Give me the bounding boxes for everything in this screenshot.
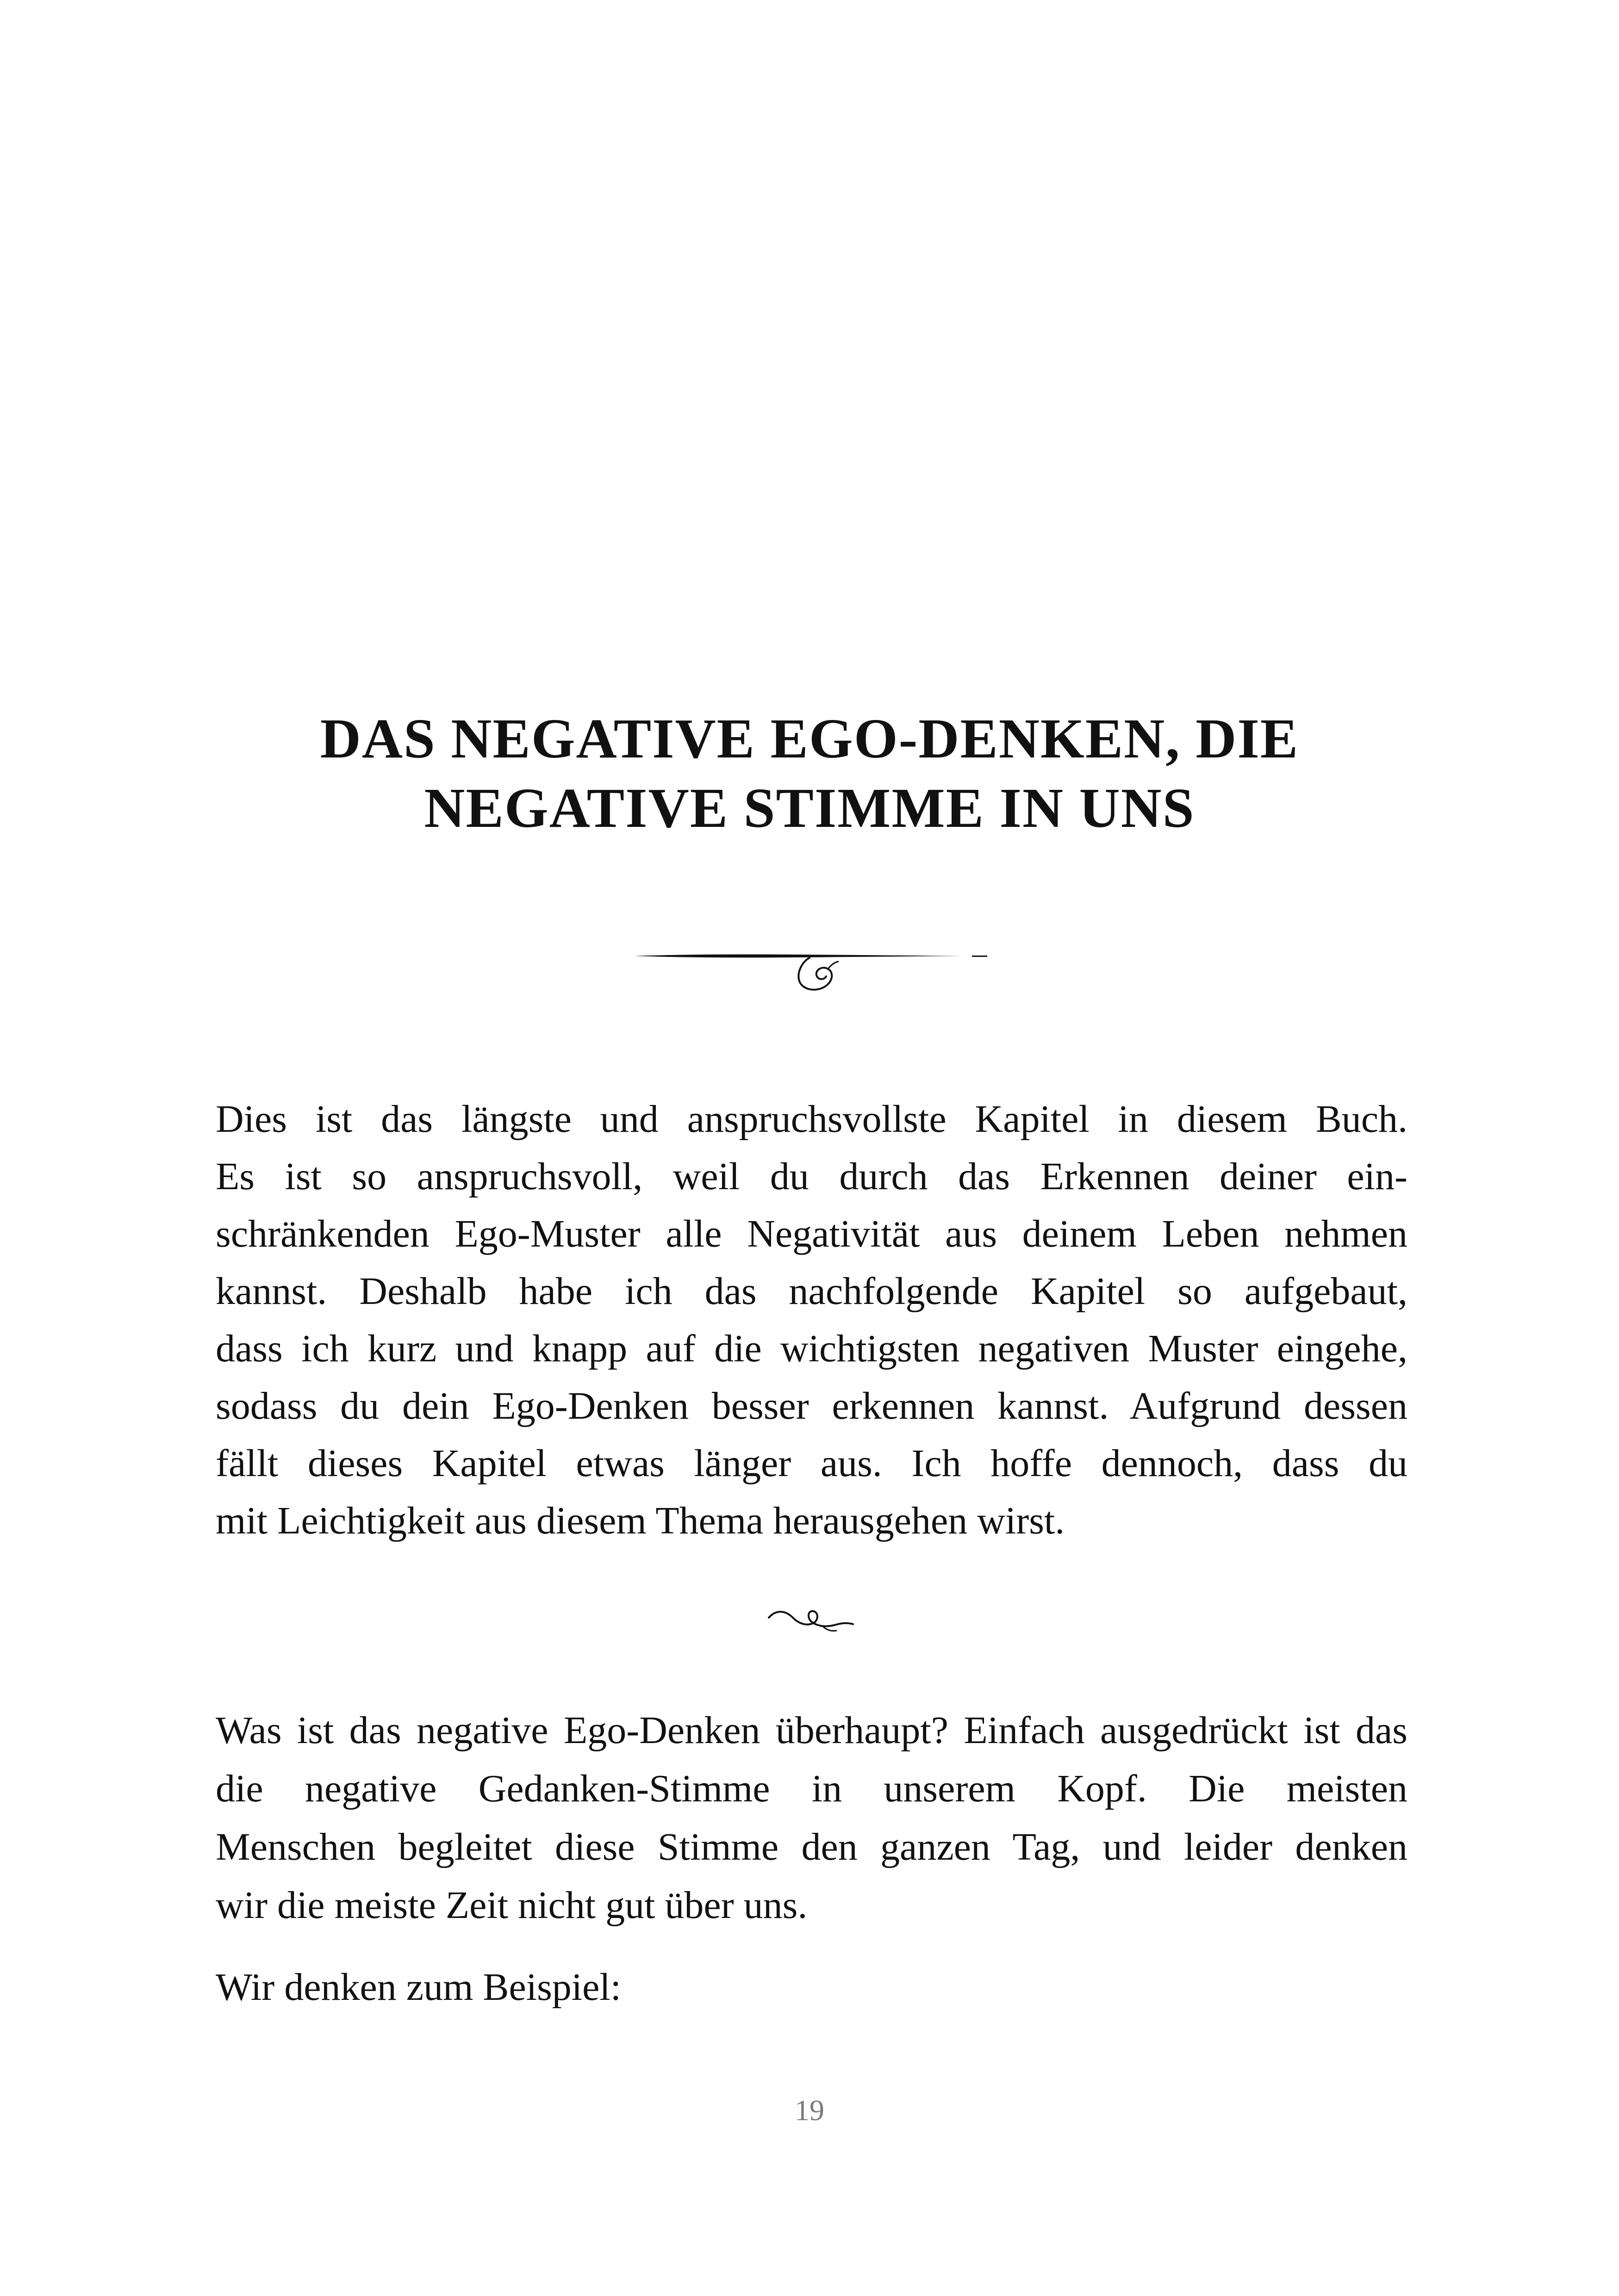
chapter-title: [0, 704, 1619, 843]
text-line: dass ich kurz und knapp auf die wichtigsten negativen Muster eingehe,: [216, 1327, 1407, 1370]
text-line: Wir denken zum Beispiel:: [216, 1966, 622, 2009]
paragraph-2: [216, 1701, 1407, 1935]
text-line: schränkenden Ego-Muster alle Negativität aus deinem Leben nehmen: [216, 1212, 1407, 1255]
text-line: fällt dieses Kapitel etwas länger aus. Ich hoffe dennoch, dass du: [216, 1442, 1407, 1485]
text-line: Es ist so anspruchsvoll, weil du durch das Erkennen deiner ein-: [216, 1155, 1407, 1198]
paragraph-3: [216, 1959, 1407, 2016]
text-line: mit Leichtigkeit aus diesem Thema herausgehen wirst.: [216, 1499, 1065, 1542]
text-line: kannst. Deshalb habe ich das nachfolgende Kapitel so aufgebaut,: [216, 1270, 1407, 1313]
text-line: wir die meiste Zeit nicht gut über uns.: [216, 1884, 808, 1927]
text-line: Was ist das negative Ego-Denken überhaupt? Einfach ausgedrückt ist das: [216, 1709, 1407, 1752]
flourish-ornament-icon: [767, 1604, 855, 1636]
text-line: sodass du dein Ego-Denken besser erkennen kannst. Aufgrund dessen: [216, 1384, 1407, 1427]
paragraph-1: [216, 1091, 1407, 1550]
page-number: 19: [795, 2094, 824, 2127]
text-line: die negative Gedanken-Stimme in unserem Kopf. Die meisten: [216, 1767, 1407, 1810]
text-line: Dies ist das längste und anspruchsvollste Kapitel in diesem Buch.: [216, 1098, 1407, 1141]
text-line: Menschen begleitet diese Stimme den ganzen Tag, und leider denken: [216, 1825, 1407, 1868]
chapter-title-line-1: DAS NEGATIVE EGO-DENKEN, DIE: [320, 707, 1299, 770]
chapter-title-line-2: NEGATIVE STIMME IN UNS: [424, 777, 1195, 839]
flourish-divider-icon: [635, 949, 987, 999]
